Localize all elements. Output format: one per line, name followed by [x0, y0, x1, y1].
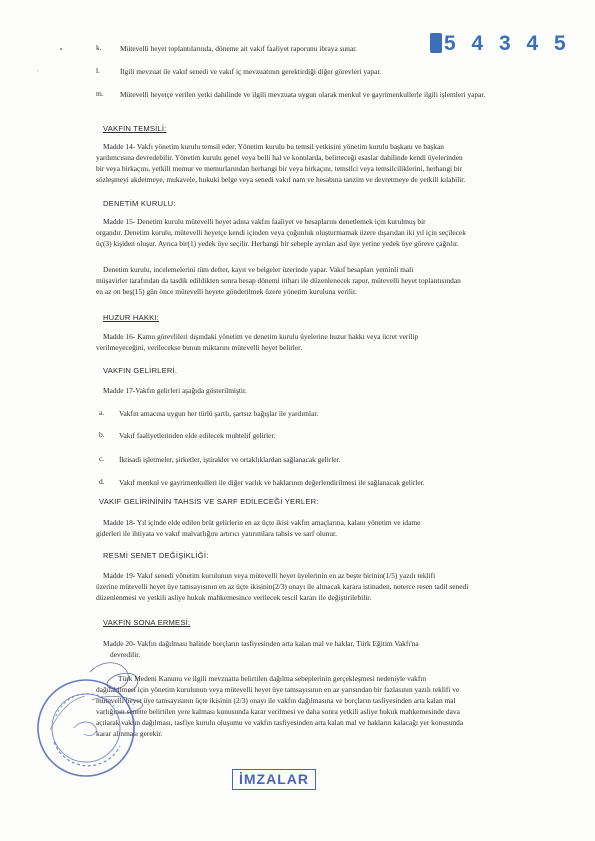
text-line: Madde 14- Vakfı yönetim kurulu temsil eder. Yönetim kurulu bu temsil yetkisini yönetim kurulu başkanı ve başkan — [103, 142, 444, 151]
item-label: c. — [99, 454, 105, 463]
section-heading-tahsis: VAKIF GELİRİNİNİN TAHSİS VE SARF EDİLECEĞİ YERLER: — [99, 497, 319, 506]
item-label: k. — [96, 43, 102, 52]
paragraph-denetim-2 — [96, 264, 556, 297]
text-line: organdır. Denetim kurulu, mütevelli heyetçe kendi içinden veya çoğunluk oluşturmamak üzere dışarıdan iki yıl için seçilecek — [96, 228, 466, 237]
item-text: İktisadi işletmeler, şirketler, iştirakler ve ortaklıklardan sağlanacak gelirler. — [119, 455, 341, 464]
text-line: Türk Medeni Kanunu ve ilgili mevzuatta belirtilen dağılma sebeplerinin gerçekleşmesi nedeniyle vakfın — [118, 674, 427, 683]
item-label: l. — [96, 66, 100, 75]
text-line: giderleri ile ihtiyata ve vakıf malvarlığını artırıcı yatırımlara tahsis ve sarf olunur. — [96, 529, 337, 538]
text-line: düzenlenmesi ve yetkili asliye hukuk mahkemesince verilecek tescil kararı ile değiştirilebilir. — [96, 593, 372, 602]
text-line: sözleşmeyi akdetmeye, mukavele, hukuki belge veya senedi vakıf nam ve hesabına tanzim ve devretmeye de yetkili kılabilir. — [96, 175, 466, 184]
item-text: İlgili mevzuat ile vakıf senedi ve vakıf iç mevzuatının gerektirdiği diğer görevleri yapar. — [120, 67, 382, 76]
text-line: Madde 20- Vakfın dağılması halinde borçların tasfiyesinden arta kalan mal ve haklar, Türk Eğitim Vakfı'na — [103, 639, 419, 648]
text-line: devredilir. — [110, 650, 141, 659]
section-heading-sona: VAKFIN SONA ERMESİ: — [103, 618, 191, 627]
text-line: Madde 16- Kamu görevlileri dışındaki yönetim ve denetim kurulu üyelerine huzur hakkı veya ücret verilip — [103, 332, 419, 341]
ink-blot — [430, 33, 442, 53]
text-line: Madde 19- Vakıf senedi yönetim kurulunun veya mütevelli heyet üyelerinin en az beşte birinin(1/5) yazılı teklifi — [103, 571, 436, 580]
text-line: varlığının senette belirtilen yere kalması konusunda karar verilmesi ve daha sonra yetkili asliye hukuk mahkemesinde dava — [96, 707, 460, 716]
text-line: dağılabilmesi için yönetim kurulunun veya mütevelli heyet üye tamsayısının en az yarısından bir fazlasının yazılı teklifi ve — [96, 685, 460, 694]
item-text: Vakfın amacına uygun her türlü şartlı, şartsız bağışlar ile yardımlar. — [119, 409, 319, 418]
text-line: karar alınması gerekir. — [96, 729, 163, 738]
paragraph-madde-14 — [96, 141, 556, 185]
section-heading-denetim: DENETİM KURULU: — [103, 199, 176, 208]
text-line: mütevelli heyet üye tamsayısının üçte ikisinin (2/3) onayı ile vakfın dağılmasına ve borçların tasfiyesinden arta kalan mal — [96, 696, 456, 705]
text-line: üzerine mütevelli heyet üye tamsayısının en az üçte ikisinin(2/3) onayı ile alınacak karara istinaden, noterce resen tadil senedi — [96, 582, 469, 591]
section-heading-gelir: VAKFIN GELİRLERİ. — [103, 366, 178, 375]
item-label: a. — [99, 408, 105, 417]
paragraph-madde-16 — [96, 331, 556, 353]
item-text: Vakıf faaliyetlerinden elde edilecek muhtelif gelirler. — [119, 431, 276, 440]
punch-mark — [60, 48, 62, 50]
document-number-stamp — [430, 32, 571, 60]
text-line: açılarak vakfın dağılması, tasfiye kurulu oluşumu ve vakfın tasfiyesinden arta kalan mal ve hakların kalacağı yer konusunda — [96, 718, 464, 727]
paragraph-madde-17: Madde 17-Vakfın gelirleri aşağıda gösterilmiştir. — [103, 386, 247, 395]
item-label: b. — [99, 430, 105, 439]
text-line: Denetim kurulu, incelemelerini tüm defter, kayıt ve belgeler üzerinde yapar. Vakıf hesapları yeminli mali — [103, 265, 414, 274]
item-label: d. — [99, 477, 105, 486]
item-text: Mütevelli heyetçe verilen yetki dahilinde ve ilgili mevzuata uygun olarak menkul ve gayrimenkullerle ilgili işlemleri yapar. — [120, 90, 486, 99]
item-text: Vakıf menkul ve gayrimenkulleri ile diğer varlık ve haklarının değerlendirilmesi ile sağlanacak gelirler. — [119, 478, 425, 487]
text-line: Madde 15- Denetim kurulu mütevelli heyet adına vakfın faaliyet ve hesaplarını denetlemek için kurulmuş bir — [103, 217, 426, 226]
text-line: Madde 18- Yıl içinde elde edilen brüt gelirlerin en az üçte ikisi vakfın amaçlarına, kalanı yönetim ve idame — [103, 518, 421, 527]
paragraph-madde-15 — [96, 216, 556, 249]
text-line: verilmeyeceğini, verilecekse bunun miktarını mütevelli heyet belirler. — [96, 343, 303, 352]
paragraph-madde-18 — [96, 517, 556, 539]
notary-seal — [34, 676, 138, 780]
text-line: en az on beş(15) gün önce mütevelli heyete gönderilmek üzere yönetim kuruluna verilir. — [96, 287, 357, 296]
item-text: Mütevelli heyet toplantılarında, döneme ait vakıf faaliyet raporunu ibraya sunar. — [120, 44, 358, 53]
document-number: 5 4 3 4 5 — [444, 32, 571, 55]
text-line: yardımcısına devredebilir. Yönetim kurulu genel veya belli hal ve konularda, belirteceği esaslar dahilinde kendi üyelerinden — [96, 153, 463, 162]
section-heading-huzur: HUZUR HAKKI: — [103, 313, 159, 322]
paragraph-madde-19 — [96, 570, 558, 603]
text-line: bir veya birkaçını, yetkili memur ve memurlarından herhangi bir veya birkaçını, temsilci veya temsilciliklerini, herhangi bir — [96, 164, 463, 173]
signatures-stamp: İMZALAR — [232, 769, 316, 790]
punch-mark — [37, 70, 38, 71]
section-heading-temsil: VAKFIN TEMSİLİ: — [103, 124, 167, 133]
text-line: müşavirler tarafından da tasdik edildikten sonra hesap dönemi itibarı ile düzenlenecek rapor, mütevelli heyet toplantısından — [96, 276, 461, 285]
section-heading-senet: RESMİ SENET DEĞİŞİKLİĞİ: — [103, 551, 209, 560]
item-label: m. — [96, 89, 104, 98]
text-line: üç(3) kişiden oluşur. Ayrıca bir(1) yedek üye seçilir. Herhangi bir sebeple ayrılan asıl üye yerine yedek üye göreve çağrılır. — [96, 239, 459, 248]
